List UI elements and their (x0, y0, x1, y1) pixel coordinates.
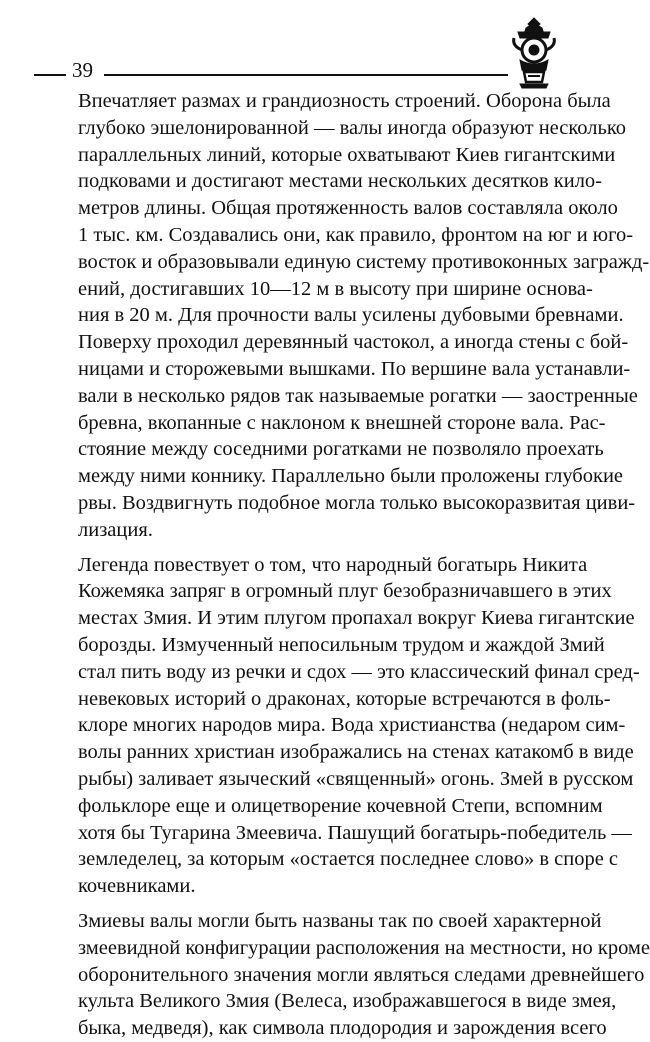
text-line: земледелец, за которым «остается последнее слово» в споре с (78, 848, 619, 871)
text-line: рыбы) заливает языческий «священный» огонь. Змей в русском (78, 767, 634, 790)
text-line: параллельных линий, которые охватывают Киев гигантскими (78, 143, 616, 166)
text-line: змеевидной конфигурации расположения на местности, но кроме (78, 936, 650, 959)
text-line: восток и образовывали единую систему противоконных загражд- (78, 250, 650, 273)
text-line: вали в несколько рядов так называемые рогатки — заостренные (78, 384, 638, 407)
body-text (56, 88, 650, 1042)
text-line: оборонительного значения могли являться следами древнейшего (78, 963, 645, 986)
text-line: Впечатляет размах и грандиозность строений. Оборона была (78, 90, 611, 112)
text-line: ницами и сторожевыми вышками. По вершине вала устанавли- (78, 357, 631, 380)
text-line: стал пить воду из речки и сдох — это классический финал сред- (78, 660, 640, 683)
text-line: ния в 20 м. Для прочности валы усилены дубовыми бревнами. (78, 304, 624, 327)
text-line: подковами и достигают местами нескольких десятков кило- (78, 170, 603, 193)
text-line: борозды. Измученный непосильным трудом и жаждой Змий (78, 633, 605, 656)
paragraph (56, 88, 650, 544)
text-line: глубоко эшелонированной — валы иногда образуют несколько (78, 116, 627, 139)
text-line: бревна, вкопанные с наклоном к внешней стороне вала. Рас- (78, 411, 606, 434)
text-line: кочевниками. (78, 875, 196, 898)
text-line: 1 тыс. км. Создавались они, как правило, фронтом на юг и юго- (78, 223, 634, 246)
text-line: стояние между соседними рогатками не позволяло проехать (78, 438, 604, 461)
text-line: хотя бы Тугарина Змеевича. Пашущий богатырь-победитель — (78, 821, 632, 844)
text-line: быка, медведя), как символа плодородия и зарождения всего (78, 1017, 607, 1040)
paragraph (56, 552, 640, 900)
text-line: Кожемяка запряг в огромный плуг безобразничавшего в этих (78, 580, 612, 603)
text-line: местах Змия. И этим плугом пропахал вокруг Киева гигантские (78, 607, 635, 630)
text-line: клоре многих народов мира. Вода христианства (недаром сим- (78, 714, 626, 737)
text-line: культа Великого Змия (Велеса, изображавшегося в виде змея, (78, 990, 617, 1013)
text-line: рвы. Воздвигнуть подобное могла только высокоразвитая циви- (78, 491, 636, 514)
text-line: волы ранних христиан изображались на стенах катакомб в виде (78, 741, 634, 764)
text-line: Змиевы валы могли быть названы так по своей характерной (78, 909, 602, 932)
text-line: ений, достигавших 10—12 м в высоту при ширине основа- (78, 277, 593, 300)
text-line: метров длины. Общая протяженность валов составляла около (78, 197, 618, 220)
page-number: 39 (72, 58, 93, 82)
text-line: Поверху проходил деревянный частокол, а иногда стены с бой- (78, 331, 629, 354)
text-line: фольклоре еще и олицетворение кочевной Степи, вспомним (78, 794, 603, 817)
text-line: лизация. (78, 518, 153, 541)
text-line: Легенда повествует о том, что народный богатырь Никита (78, 553, 588, 576)
heraldic-ornament-icon (506, 16, 562, 90)
header-rule-right (104, 74, 508, 76)
paragraph (56, 908, 650, 1042)
header-rule-left (34, 74, 66, 76)
text-line: между ними коннику. Параллельно были проложены глубокие (78, 465, 624, 488)
text-line: невековых историй о драконах, которые встречаются в фоль- (78, 687, 611, 710)
